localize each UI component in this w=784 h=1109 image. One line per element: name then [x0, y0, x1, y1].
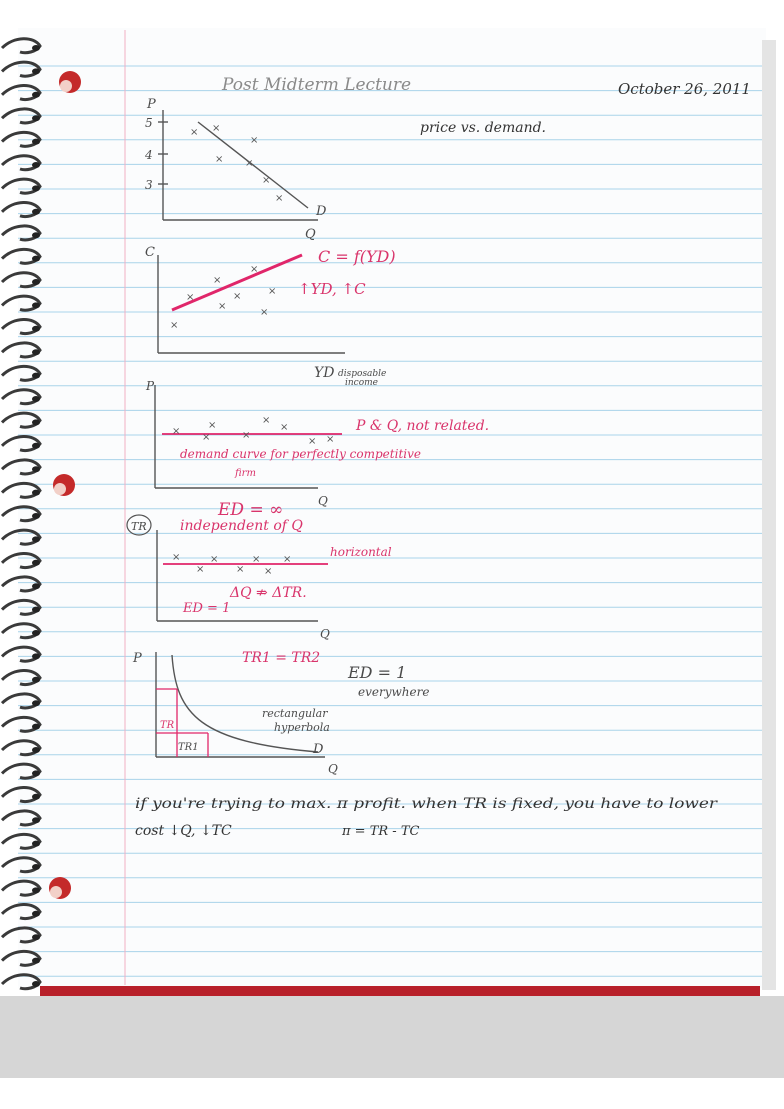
graph2-x-axis-label: YD	[314, 365, 335, 381]
spiral-hole	[32, 443, 40, 449]
spiral-hole	[32, 841, 40, 847]
scatter-x-mark: ×	[196, 564, 205, 575]
spiral-hole	[32, 92, 40, 98]
spiral-hole	[32, 911, 40, 917]
spiral-hole	[32, 490, 40, 496]
graph2-x-axis-note-1: disposable	[338, 369, 387, 379]
spiral-hole	[32, 326, 40, 332]
spiral-hole	[32, 45, 40, 51]
graph3-x-axis-label: Q	[318, 494, 328, 508]
graph1-demand-label: D	[316, 204, 327, 219]
spiral-hole	[32, 68, 40, 74]
scatter-x-mark: ×	[212, 123, 221, 134]
graph5-box1-label: TR	[160, 720, 175, 731]
spiral-hole	[32, 209, 40, 215]
graph5-elasticity: ED = 1	[348, 663, 407, 682]
spiral-hole	[32, 770, 40, 776]
graph5-equality: TR1 = TR2	[242, 650, 321, 666]
graph2-y-axis-label: C	[145, 245, 155, 260]
spiral-hole	[32, 887, 40, 893]
graph3-y-axis-label: P	[146, 379, 155, 393]
spiral-hole	[32, 981, 40, 987]
graph1-tick-4: 4	[145, 148, 153, 162]
scatter-x-mark: ×	[215, 154, 224, 165]
graph1-tick-3: 3	[145, 178, 153, 192]
scatter-x-mark: ×	[172, 426, 181, 437]
graph5-y-axis-label: P	[133, 651, 142, 666]
spiral-hole	[32, 934, 40, 940]
spiral-hole	[32, 349, 40, 355]
scatter-x-mark: ×	[250, 135, 259, 146]
spiral-hole	[32, 817, 40, 823]
graph3-relation: P & Q, not related.	[356, 418, 490, 434]
graph4-title: independent of Q	[180, 518, 303, 534]
graph5-elasticity-note: everywhere	[358, 685, 430, 699]
footer-line-1: if you're trying to max. π profit. when TR is fixed, you have to lower	[135, 796, 719, 812]
graph2-function: C = f(YD)	[318, 247, 396, 266]
scatter-x-mark: ×	[326, 434, 335, 445]
spiral-hole	[32, 700, 40, 706]
spiral-hole	[32, 536, 40, 542]
graph1-y-axis-label: P	[147, 97, 156, 112]
graph2-relation: ↑YD, ↑C	[298, 280, 366, 298]
scatter-x-mark: ×	[260, 307, 269, 318]
scatter-x-mark: ×	[242, 430, 251, 441]
spiral-hole	[32, 185, 40, 191]
spiral-hole	[32, 958, 40, 964]
spiral-hole	[32, 115, 40, 121]
scatter-x-mark: ×	[268, 286, 277, 297]
scatter-x-mark: ×	[202, 432, 211, 443]
scatter-x-mark: ×	[262, 175, 271, 186]
spiral-hole	[32, 607, 40, 613]
graph4-line-label: horizontal	[330, 545, 392, 559]
scatter-x-mark: ×	[170, 320, 179, 331]
graph5-curve-note-2: hyperbola	[274, 721, 330, 734]
scatter-x-mark: ×	[213, 275, 222, 286]
spiral-hole	[32, 560, 40, 566]
scatter-x-mark: ×	[236, 564, 245, 575]
spiral-hole	[32, 794, 40, 800]
graph5-x-axis-label: Q	[328, 762, 338, 776]
scatter-x-mark: ×	[250, 264, 259, 275]
spiral-hole	[32, 630, 40, 636]
scatter-x-mark: ×	[233, 291, 242, 302]
spiral-hole	[32, 279, 40, 285]
spiral-hole	[32, 677, 40, 683]
graph1-x-axis-label: Q	[305, 227, 316, 242]
scatter-x-mark: ×	[210, 554, 219, 565]
spiral-hole	[32, 232, 40, 238]
scatter-x-mark: ×	[208, 420, 217, 431]
spiral-hole	[32, 583, 40, 589]
scatter-x-mark: ×	[275, 193, 284, 204]
graph5-demand-label: D	[313, 742, 324, 757]
graph2-x-axis-note-2: income	[345, 378, 378, 388]
spiral-hole	[32, 653, 40, 659]
graph3-note-1: demand curve for perfectly competitive	[180, 447, 421, 461]
scatter-x-mark: ×	[252, 554, 261, 565]
graph1-note: price vs. demand.	[420, 120, 546, 136]
spiral-hole	[32, 747, 40, 753]
paper-sheet	[18, 28, 766, 988]
graph4-x-axis-label: Q	[320, 627, 330, 641]
spiral-hole	[32, 139, 40, 145]
scatter-x-mark: ×	[280, 422, 289, 433]
spiral-hole	[32, 256, 40, 262]
scatter-x-mark: ×	[262, 415, 271, 426]
scatter-x-mark: ×	[245, 158, 254, 169]
spiral-hole	[32, 396, 40, 402]
graph5-box2-label: TR1	[178, 742, 199, 753]
scatter-x-mark: ×	[186, 292, 195, 303]
lecture-title: Post Midterm Lecture	[222, 75, 412, 95]
graph1-tick-5: 5	[145, 116, 153, 130]
graph4-relation: ΔQ ⇏ ΔTR.	[230, 585, 307, 601]
spiral-hole	[32, 162, 40, 168]
footer-line-2b: π = TR - TC	[342, 824, 420, 839]
graph3-note-2: firm	[235, 468, 256, 479]
spiral-hole	[32, 724, 40, 730]
spiral-hole	[32, 513, 40, 519]
spiral-hole	[32, 466, 40, 472]
scatter-x-mark: ×	[172, 552, 181, 563]
graph4-elasticity: ED = 1	[183, 601, 231, 616]
graph4-y-axis-label: TR	[131, 520, 147, 533]
scatter-x-mark: ×	[190, 127, 199, 138]
graph3-elasticity: ED = ∞	[218, 500, 284, 520]
footer-line-2a: cost ↓Q, ↓TC	[135, 823, 232, 839]
scatter-x-mark: ×	[308, 436, 317, 447]
spiral-hole	[32, 302, 40, 308]
spiral-hole	[32, 373, 40, 379]
spiral-hole	[32, 419, 40, 425]
scatter-x-mark: ×	[218, 301, 227, 312]
lecture-date: October 26, 2011	[618, 80, 751, 98]
graph5-curve-note-1: rectangular	[262, 707, 328, 720]
spiral-hole	[32, 864, 40, 870]
notebook-cover	[40, 986, 760, 996]
scatter-x-mark: ×	[264, 566, 273, 577]
scatter-x-mark: ×	[283, 554, 292, 565]
